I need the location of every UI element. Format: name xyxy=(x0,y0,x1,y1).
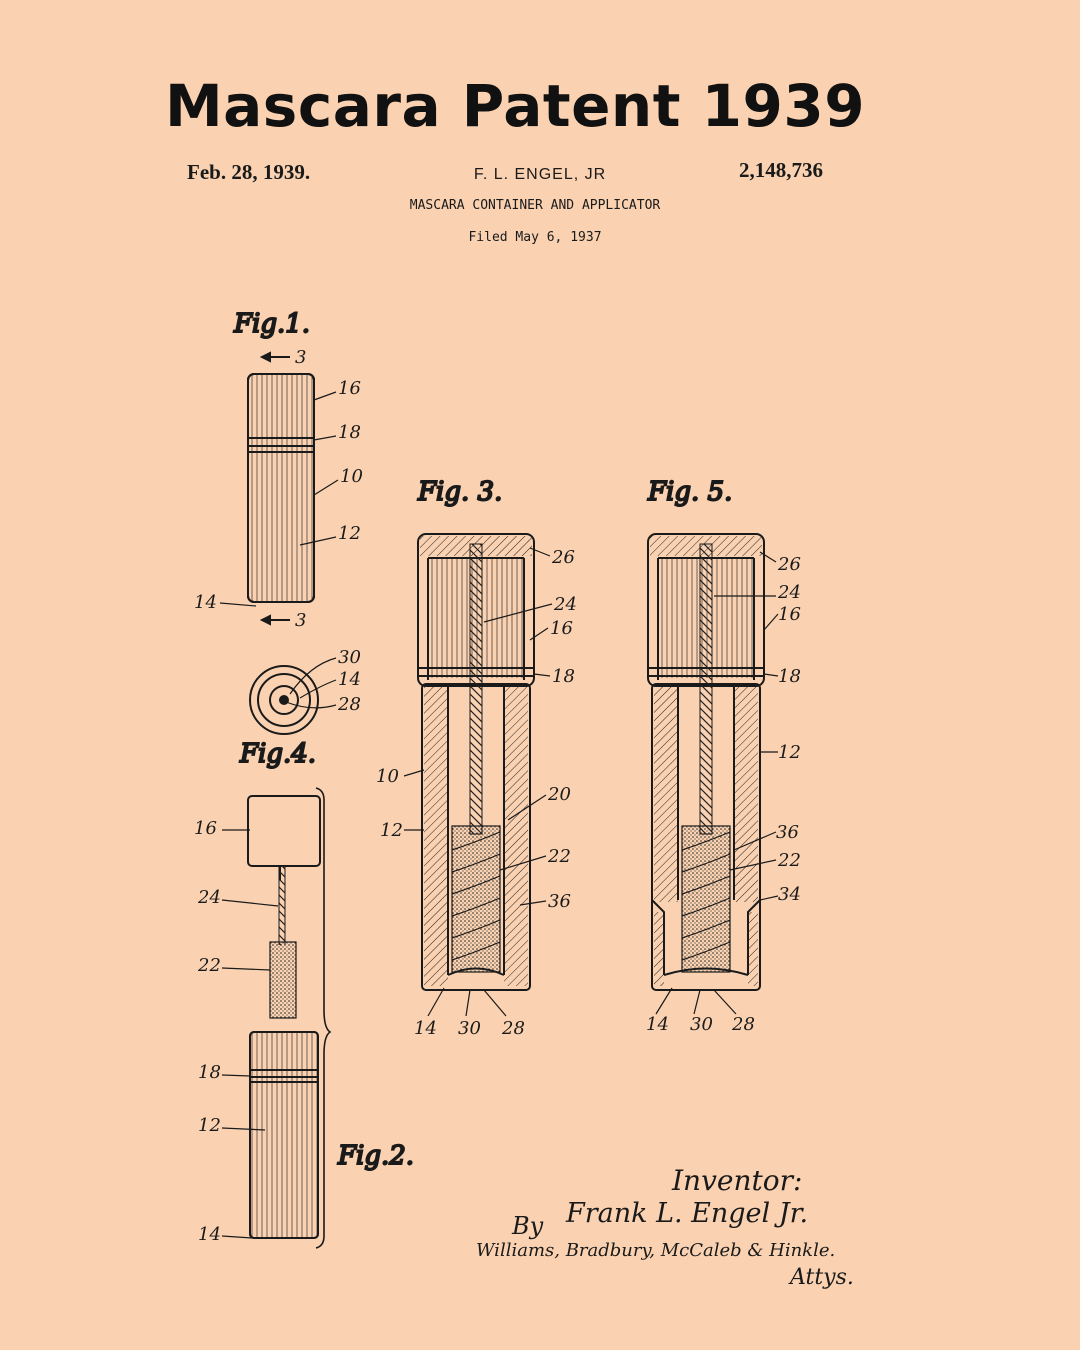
attys-label: Attys. xyxy=(790,1265,854,1290)
fig1-label-10: 10 xyxy=(340,466,363,487)
filed-date: Filed May 6, 1937 xyxy=(468,230,602,245)
fig3-label-14: 14 xyxy=(414,1018,437,1039)
fig3-label-24: 24 xyxy=(554,594,577,615)
fig2-label-24: 24 xyxy=(198,887,221,908)
figure-1 xyxy=(194,309,363,631)
fig3-label-28: 28 xyxy=(502,1018,525,1039)
patent-number: 2,148,736 xyxy=(739,158,823,182)
fig5-label-14: 14 xyxy=(646,1014,669,1035)
fig5-label-36: 36 xyxy=(776,822,799,843)
fig2-label-22: 22 xyxy=(198,955,221,976)
fig3-label-12: 12 xyxy=(380,820,403,841)
fig4-caption: Fig.4. xyxy=(240,739,317,769)
fig3-label-22: 22 xyxy=(548,846,571,867)
fig3-label-30: 30 xyxy=(458,1018,481,1039)
figure-3 xyxy=(376,477,577,1039)
fig3-caption: Fig. 3. xyxy=(418,477,503,507)
fig2-label-16: 16 xyxy=(194,818,217,839)
fig5-label-18: 18 xyxy=(778,666,801,687)
fig1-section-bottom: 3 xyxy=(295,610,307,631)
fig3-label-10: 10 xyxy=(376,766,399,787)
fig4-label-14: 14 xyxy=(338,669,361,690)
fig5-label-30: 30 xyxy=(690,1014,713,1035)
fig5-label-24: 24 xyxy=(778,582,801,603)
fig1-label-16: 16 xyxy=(338,378,361,399)
by-label: By xyxy=(512,1212,544,1240)
page-title: Mascara Patent 1939 xyxy=(164,72,866,140)
fig2-label-14: 14 xyxy=(198,1224,221,1245)
fig5-label-12: 12 xyxy=(778,742,801,763)
fig1-caption: Fig.1. xyxy=(234,309,311,339)
fig2-label-12: 12 xyxy=(198,1115,221,1136)
fig5-label-22: 22 xyxy=(778,850,801,871)
inventor-signature: Frank L. Engel Jr. xyxy=(566,1198,809,1229)
inventor-label: Inventor: xyxy=(672,1164,803,1197)
fig5-label-28: 28 xyxy=(732,1014,755,1035)
inventor-header: F. L. ENGEL, JR xyxy=(473,166,607,183)
fig4-label-30: 30 xyxy=(338,647,361,668)
fig2-caption: Fig.2. xyxy=(338,1141,415,1171)
fig5-label-26: 26 xyxy=(778,554,801,575)
fig3-label-36: 36 xyxy=(548,891,571,912)
patent-subject: MASCARA CONTAINER AND APPLICATOR xyxy=(409,198,661,213)
fig5-label-16: 16 xyxy=(778,604,801,625)
fig1-label-12: 12 xyxy=(338,523,361,544)
fig1-label-14: 14 xyxy=(194,592,217,613)
fig2-label-18: 18 xyxy=(198,1062,221,1083)
fig1-section-top: 3 xyxy=(295,347,307,368)
figure-2 xyxy=(194,788,414,1248)
fig5-caption: Fig. 5. xyxy=(648,477,733,507)
patent-date: Feb. 28, 1939. xyxy=(187,160,311,184)
figure-4 xyxy=(239,647,361,769)
fig4-label-28: 28 xyxy=(338,694,361,715)
attorneys-signature: Williams, Bradbury, McCaleb & Hinkle. xyxy=(476,1240,836,1261)
fig5-label-34: 34 xyxy=(778,884,801,905)
fig3-label-26: 26 xyxy=(552,547,575,568)
fig3-label-16: 16 xyxy=(550,618,573,639)
fig3-label-20: 20 xyxy=(548,784,571,805)
fig3-label-18: 18 xyxy=(552,666,575,687)
signature-block xyxy=(476,1164,854,1290)
figure-5 xyxy=(646,477,801,1035)
fig1-label-18: 18 xyxy=(338,422,361,443)
